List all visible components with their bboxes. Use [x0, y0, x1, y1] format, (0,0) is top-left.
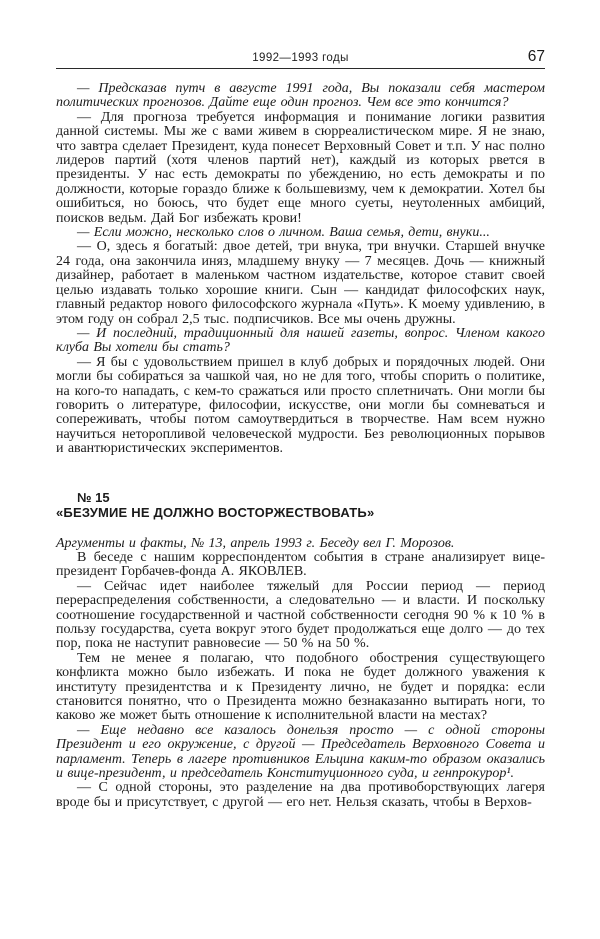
interview-answer: — Сейчас идет наиболее тяжелый для России период — период перераспределения собственности, а следовательно — и власти. И поскольку соотношение государственной и частной собственности сегодня 90 % к 10 % в пользу государства, суета вокруг этого будет продолжаться еще долго — до тех пор, пока не наступит равновесие — 50 % на 50 %. — [56, 578, 545, 652]
header-divider — [56, 68, 545, 69]
interview-answer: — Для прогноза требуется информация и понимание логики развития данной системы. Мы же с вами живем в сюрреалистическом мире. Я не знаю, что завтра сделает Президент, куда понесет Верховный Совет и т.п. У нас полно лидеров партий (хотя членов партий нет), каждый из которых рвется в президенты. У нас есть демократы по убеждению, но есть демократы и по должности, которые гораздо ближе к большевизму, чем к демократии. Хотел бы ошибиться, но боюсь, что будет еще много суеты, неутоленных амбиций, поисков ведьм. Дай Бог избежать крови! — [56, 109, 545, 226]
interview-answer: — Я бы с удовольствием пришел в клуб добрых и порядочных людей. Они могли бы собираться за чашкой чая, но не для того, чтобы спорить о политике, на кого-то нападать, с кем-то сражаться или просто сплетничать. Они могли бы говорить о литературе, философии, искусстве, они могли бы сомневаться и сопереживать, чтобы потом самоутвердиться в творчестве. Нам всем нужно научиться неторопливой человеческой мудрости. Без революционных порывов и авантюристических экспериментов. — [56, 354, 545, 457]
running-title: 1992—1993 годы — [252, 52, 349, 64]
source-citation: Аргументы и факты, № 13, апрель 1993 г. Беседу вел Г. Морозов. — [56, 535, 455, 551]
section-body — [56, 551, 545, 810]
page-number: 67 — [527, 48, 545, 65]
section-number: № 15 — [77, 489, 110, 505]
interview-question: — Еще недавно все казалось донельзя просто — с одной стороны Президент и его окружение, с другой — Председатель Верховного Совета и парламент. Теперь в лагере противников Ельцина каким-то образом оказались и вице-президент, и председатель Конституционного суда, и генпрокурор¹. — [56, 722, 545, 782]
editorial-intro: В беседе с нашим корреспондентом события в стране анализирует вице-президент Горбачев-фонда А. ЯКОВЛЕВ. — [56, 549, 545, 580]
interview-question: — И последний, традиционный для нашей газеты, вопрос. Членом какого клуба Вы хотели бы стать? — [56, 325, 545, 356]
page-header — [56, 48, 545, 68]
interview-end-block — [56, 82, 545, 457]
section-heading — [56, 490, 545, 521]
interview-answer: — О, здесь я богатый: двое детей, три внука, три внучки. Старшей внучке 24 года, она закончила иняз, младшему внуку — 7 месяцев. Дочь — книжный дизайнер, работает в маленьком частном издательстве, которое ставит своей целью издавать только хорошие книги. Сын — кандидат философских наук, главный редактор нового философского журнала «Путь». К моему удивлению, в этом году он собрал 2,5 тыс. подписчиков. Все мы очень дружны. — [56, 239, 545, 327]
interview-question: — Если можно, несколько слов о личном. Ваша семья, дети, внуки... — [77, 225, 490, 241]
interview-question: — Предсказав путч в августе 1991 года, Вы показали себя мастером политических прогнозов. Дайте еще один прогноз. Чем все это кончится? — [56, 81, 545, 111]
section-title: «БЕЗУМИЕ НЕ ДОЛЖНО ВОСТОРЖЕСТВОВАТЬ» — [56, 505, 375, 521]
page-content — [56, 48, 545, 810]
interview-answer: Тем не менее я полагаю, что подобного обострения существующего конфликта можно было избежать. И пока не будет должного уважения к институту президентства и к Президенту лично, не будет и порядка: если становится понятно, что о Президента можно безнаказанно вытирать ноги, то каково же может быть отношение к исполнительной власти на местах? — [56, 650, 545, 724]
interview-answer: — С одной стороны, это разделение на два противоборствующих лагеря вроде бы и присутствует, с другой — его нет. Нельзя сказать, чтобы в Верхов- — [56, 780, 545, 810]
